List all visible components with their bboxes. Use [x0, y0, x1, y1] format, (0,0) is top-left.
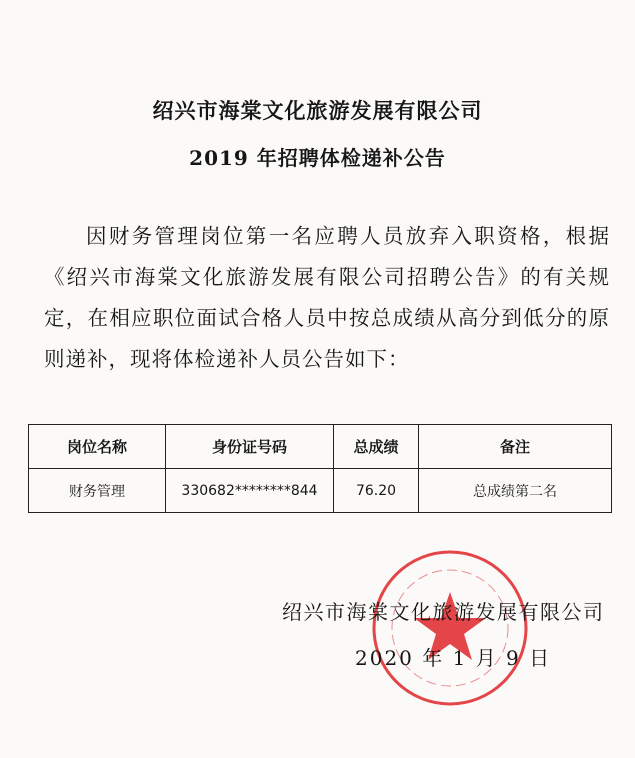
cell-id-number: 330682********844 — [166, 469, 334, 513]
header-position: 岗位名称 — [29, 425, 166, 469]
table-header-row — [29, 425, 612, 469]
cell-remark: 总成绩第二名 — [419, 469, 612, 513]
signature-organization: 绍兴市海棠文化旅游发展有限公司 — [282, 600, 605, 624]
title-line-1: 绍兴市海棠文化旅游发展有限公司 — [152, 98, 483, 123]
title-line-2: 2019 年招聘体检递补公告 — [189, 146, 446, 170]
table-row — [29, 469, 612, 513]
signature-date: 2020 年 1 月 9 日 — [355, 646, 552, 670]
header-id-number: 身份证号码 — [166, 425, 334, 469]
cell-total-score: 76.20 — [334, 469, 419, 513]
candidate-table — [28, 424, 612, 513]
body-paragraph: 因财务管理岗位第一名应聘人员放弃入职资格，根据《绍兴市海棠文化旅游发展有限公司招聘公告》的有关规定，在相应职位面试合格人员中按总成绩从高分到低分的原则递补，现将体检递补人员公告如下： — [44, 224, 610, 371]
cell-position: 财务管理 — [29, 469, 166, 513]
header-remark: 备注 — [419, 425, 612, 469]
header-total-score: 总成绩 — [334, 425, 419, 469]
company-seal-icon — [370, 548, 530, 708]
